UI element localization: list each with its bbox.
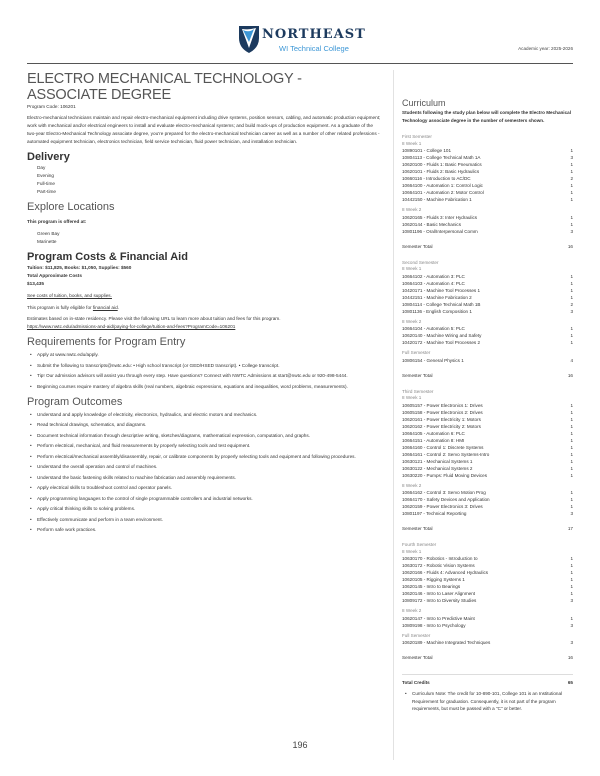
course-name: 10442151 - Machine Fabrication 2 xyxy=(402,294,472,300)
delivery-option: Day xyxy=(37,165,46,170)
block-label: 8 Week 1 xyxy=(402,548,422,554)
course-row xyxy=(402,562,573,569)
course-name: 10630220 - Pumps: Fluid Moving Devices xyxy=(402,472,488,478)
college-logo xyxy=(238,24,368,58)
course-name: 10420172 - Machine Tool Processes 2 xyxy=(402,340,481,345)
semester-total: 17 xyxy=(567,526,573,531)
column-divider xyxy=(393,70,394,760)
semester-section xyxy=(402,389,573,533)
course-credits: 1 xyxy=(570,273,573,279)
course-block xyxy=(402,549,573,605)
semester-total-label: Semester Total xyxy=(402,655,433,660)
financial-aid-text xyxy=(27,304,382,312)
course-row xyxy=(402,583,573,590)
course-credits: 1 xyxy=(570,402,573,408)
semester-total: 16 xyxy=(567,243,573,249)
cost-breakdown: Tuition: $11,825, Books: $1,050, Supplies: $560 xyxy=(27,265,132,270)
page-number: 196 xyxy=(292,740,308,750)
course-row xyxy=(402,339,573,346)
semester-name: Second Semester xyxy=(402,259,439,265)
course-block xyxy=(402,483,573,518)
total-credits-label: Total Credits xyxy=(402,680,430,685)
semester-name: Fourth Semester xyxy=(402,542,437,547)
block-label: 8 Week 2 xyxy=(402,207,422,212)
total-cost-label: Total Approximate Costs xyxy=(27,273,82,278)
course-name: 10664105 - Automation 6: PLC xyxy=(402,430,465,436)
block-label: Full Semester xyxy=(402,632,431,638)
block-label: 8 Week 1 xyxy=(402,395,422,400)
course-credits: 3 xyxy=(570,640,573,645)
delivery-option: Full-time xyxy=(37,181,55,186)
semester-section xyxy=(402,134,573,250)
course-row xyxy=(402,161,573,168)
semester-name: First Semester xyxy=(402,134,432,139)
course-row xyxy=(402,280,573,287)
course-row xyxy=(402,168,573,175)
course-row xyxy=(402,147,573,154)
semester-section xyxy=(402,542,573,661)
page-title: ELECTRO MECHANICAL TECHNOLOGY - ASSOCIATE DEGREE xyxy=(27,71,302,103)
course-name: 10809198 - Intro to Psychology xyxy=(402,622,466,628)
block-label: 8 Week 2 xyxy=(402,318,422,324)
location-item: Marinette xyxy=(37,239,57,244)
outcome-item: • Understand the overall operation and control of machines. xyxy=(37,463,382,471)
requirement-item: • Apply at www.nwtc.edu/apply. xyxy=(37,351,382,359)
course-name: 10664102 - Automation 3: PLC xyxy=(402,273,465,279)
delivery-heading: Delivery xyxy=(27,151,70,163)
course-name: 10804114 - College Technical Math 1B xyxy=(402,301,481,307)
costs-heading: Program Costs & Financial Aid xyxy=(27,251,188,263)
block-label: 8 Week 2 xyxy=(402,608,422,613)
program-details xyxy=(27,70,382,537)
course-name: 10442150 - Machine Fabrication 1 xyxy=(402,197,472,202)
academic-year: Academic year: 2025-2026 xyxy=(518,46,573,51)
course-credits: 1 xyxy=(570,409,573,415)
course-name: 10620161 - Power Electricity 1: Motors xyxy=(402,416,481,422)
course-row xyxy=(402,555,573,562)
course-row xyxy=(402,639,573,646)
course-credits: 1 xyxy=(570,197,573,202)
course-name: 10890101 - College 101 xyxy=(402,148,452,153)
semester-total-row xyxy=(402,654,573,661)
course-block xyxy=(402,319,573,347)
curriculum-note-list xyxy=(402,690,573,713)
course-name: 10664103 - Automation 4: PLC xyxy=(402,280,465,286)
course-credits: 1 xyxy=(570,416,573,422)
financial-aid-link[interactable]: financial aid xyxy=(92,305,118,310)
logo-name: NORTHEAST xyxy=(262,27,366,42)
course-credits: 1 xyxy=(570,437,573,443)
course-credits: 1 xyxy=(570,504,573,509)
course-row xyxy=(402,569,573,576)
course-name: 10620100 - Fluids 1: Basic Pneumatics xyxy=(402,162,482,167)
course-block xyxy=(402,350,573,364)
course-credits: 1 xyxy=(570,591,573,596)
course-credits: 3 xyxy=(570,308,573,314)
course-name: 10630172 - Robotic Vision Systems xyxy=(402,563,475,568)
course-name: 10620145 - Intro to Bearings xyxy=(402,584,461,589)
course-credits: 2 xyxy=(570,176,573,181)
outcome-item: • Effectively communicate and perform in a team environment. xyxy=(37,516,382,524)
header-divider xyxy=(27,63,573,64)
course-credits: 1 xyxy=(570,333,573,338)
tuition-url-link[interactable]: https://www.nwtc.edu/admissions-and-aid/paying-for-college/tuition-and-fees?ProgramCode=106201 xyxy=(27,324,236,329)
semester-total: 16 xyxy=(567,372,573,378)
course-row xyxy=(402,416,573,423)
logo-subtitle: WI Technical College xyxy=(279,44,349,53)
course-credits: 1 xyxy=(570,148,573,153)
course-block xyxy=(402,395,573,479)
course-credits: 1 xyxy=(570,570,573,575)
course-row xyxy=(402,510,573,517)
locations-heading: Explore Locations xyxy=(27,201,115,213)
outcome-item: • Understand the basic fastening skills related to machine fabrication and assembly requirements. xyxy=(37,474,382,482)
outcome-item: • Document technical information through descriptive writing, sketches/diagrams, mathematical expression, computation, and graphs. xyxy=(37,432,382,440)
course-row xyxy=(402,175,573,182)
delivery-option: Evening xyxy=(37,173,54,178)
course-row xyxy=(402,503,573,510)
delivery-list xyxy=(27,164,382,196)
semester-total-row xyxy=(402,243,573,250)
course-credits: 1 xyxy=(570,577,573,582)
course-credits: 1 xyxy=(570,340,573,345)
course-credits: 1 xyxy=(570,423,573,429)
course-credits: 1 xyxy=(570,221,573,227)
curriculum-intro: Students following the study plan below will complete the Electro Mechanical Technology associate degree in the number of semesters shown. xyxy=(402,110,571,123)
course-row xyxy=(402,423,573,430)
requirement-item: • Beginning courses require mastery of algebra skills (real numbers, algebraic expressions, equations and inequalities, word problems, measurements). xyxy=(37,383,382,391)
shield-logo-icon xyxy=(238,24,260,54)
total-credits-row xyxy=(402,674,573,686)
requirement-item: • Submit the following to transcripts@nwtc.edu: • High school transcript (or GED/HSED transcript). • College transcript. xyxy=(37,362,382,370)
course-row xyxy=(402,458,573,465)
curriculum-heading: Curriculum xyxy=(402,98,446,108)
course-credits: 1 xyxy=(570,162,573,167)
locations-intro: This program is offered at: xyxy=(27,219,87,224)
course-name: 10620166 - Fluids 4: Advanced Hydraulics xyxy=(402,570,489,575)
course-row xyxy=(402,489,573,496)
course-row xyxy=(402,437,573,444)
semesters xyxy=(402,134,573,661)
course-name: 10664161 - Control 2: Servo Systems-Intro xyxy=(402,451,490,457)
course-name: 10664151 - Automation 8: HMI xyxy=(402,437,465,443)
course-name: 10630122 - Mechanical Systems 2 xyxy=(402,465,473,471)
course-name: 10620189 - Machine Integrated Techniques xyxy=(402,640,491,645)
course-credits: 1 xyxy=(570,458,573,464)
course-name: 10801196 - Oral/Interpersonal Comm xyxy=(402,228,478,234)
course-credits: 1 xyxy=(570,563,573,568)
course-name: 10804113 - College Technical Math 1A xyxy=(402,155,481,160)
block-label: 8 Week 2 xyxy=(402,482,422,488)
course-row xyxy=(402,357,573,364)
course-name: 10605157 - Power Electronics 1: Drives xyxy=(402,402,483,408)
block-label: Full Semester xyxy=(402,350,431,355)
course-credits: 2 xyxy=(570,301,573,307)
course-credits: 1 xyxy=(570,190,573,195)
course-credits: 1 xyxy=(570,615,573,621)
course-row xyxy=(402,294,573,301)
course-credits: 1 xyxy=(570,465,573,471)
semester-total-label: Semester Total xyxy=(402,243,433,249)
course-row xyxy=(402,182,573,189)
course-row xyxy=(402,451,573,458)
course-row xyxy=(402,576,573,583)
course-block xyxy=(402,207,573,235)
course-row xyxy=(402,221,573,228)
course-credits: 1 xyxy=(570,584,573,589)
outcome-item: • Apply programming languages to the control of single programmable controllers and industrial networks. xyxy=(37,495,382,503)
course-row xyxy=(402,430,573,437)
course-row xyxy=(402,622,573,629)
course-name: 10664100 - Automation 1: Control Logic xyxy=(402,183,483,188)
program-description: Electro-mechanical technicians maintain and repair electro-mechanical equipment including drive systems, position sensors, cabling, and automatic production equipment; work with mechanical and/or electrical engineers to install and evaluate electro-mechanical systems; and build mock-ups of production equipment. As a graduate of the two-year Electro-Mechanical Technology associate degree, you're prepared for the electro-mechanical technician career as well as a number of other related professions - automated equipment technician, electronics technician, field service technician, fluid power technician, and installation technician. xyxy=(27,115,381,144)
curriculum-note: • Curriculum Note: The credit for 10-890-101, College 101 is an Institutional Requirement for graduation. Consequently, it is not part of the program requirements, but must be passed with a "C" or better. xyxy=(412,690,573,713)
course-credits: 1 xyxy=(570,183,573,188)
course-name: 10620165 - Fluids 3: Inter Hydraulics xyxy=(402,214,478,220)
course-name: 10420171 - Machine Tool Processes 1 xyxy=(402,287,481,293)
requirement-item: • Tip! Our admission advisors will assist you through every step. Have questions? Connect with NWTC Admissions at start@nwtc.edu or 920-498-5444. xyxy=(37,372,382,380)
course-name: 10664101 - Automation 2: Motor Control xyxy=(402,190,484,195)
course-name: 10605158 - Power Electronics 2: Drives xyxy=(402,409,483,415)
course-name: 10809172 - Intro to Diversity Studies xyxy=(402,598,477,603)
course-name: 10660116 - Introduction to AC/DC xyxy=(402,176,471,181)
program-code: Program Code: 106201 xyxy=(27,104,76,109)
course-credits: 1 xyxy=(570,497,573,502)
semester-name: Third Semester xyxy=(402,388,434,394)
course-credits: 1 xyxy=(570,280,573,286)
curriculum xyxy=(402,98,573,715)
course-credits: 3 xyxy=(570,598,573,603)
requirements-heading: Requirements for Program Entry xyxy=(27,336,186,348)
course-row xyxy=(402,472,573,479)
course-name: 10801197 - Technical Reporting xyxy=(402,511,467,516)
course-name: 10620101 - Fluids 2: Basic Hydraulics xyxy=(402,169,480,174)
course-credits: 1 xyxy=(570,556,573,561)
course-credits: 1 xyxy=(570,214,573,220)
course-credits: 3 xyxy=(570,228,573,234)
total-credits: 65 xyxy=(567,680,573,685)
eligible-text: This program is fully eligible for xyxy=(27,305,93,310)
course-credits: 4 xyxy=(570,357,573,363)
course-row xyxy=(402,189,573,196)
course-row xyxy=(402,402,573,409)
course-credits: 3 xyxy=(570,511,573,516)
course-credits: 1 xyxy=(570,326,573,331)
semester-total-label: Semester Total xyxy=(402,526,433,531)
course-credits: 1 xyxy=(570,472,573,478)
course-row xyxy=(402,325,573,332)
course-credits: 1 xyxy=(570,287,573,293)
course-name: 10620140 - Machine Wiring and Safety xyxy=(402,333,482,338)
course-name: 10620162 - Power Electricity 2: Motors xyxy=(402,423,481,429)
course-row xyxy=(402,196,573,203)
course-credits: 1 xyxy=(570,169,573,174)
semester-total-row xyxy=(402,525,573,532)
location-item: Green Bay xyxy=(37,231,60,236)
course-block xyxy=(402,141,573,204)
outcome-item: • Read technical drawings, schematics, and diagrams. xyxy=(37,421,382,429)
outcomes-list xyxy=(27,411,382,535)
course-row xyxy=(402,597,573,604)
course-row xyxy=(402,301,573,308)
course-credits: 1 xyxy=(570,294,573,300)
course-credits: 1 xyxy=(570,490,573,495)
locations-list xyxy=(27,230,382,246)
outcomes-heading: Program Outcomes xyxy=(27,395,123,408)
semester-section xyxy=(402,260,573,379)
outcome-item: • Perform electrical, mechanical, and fluid measurements by properly selecting tools and test equipment. xyxy=(37,442,382,450)
block-label: 8 Week 1 xyxy=(402,140,422,146)
course-name: 10630170 - Robotics - Introduction to xyxy=(402,556,478,561)
course-row xyxy=(402,444,573,451)
course-block xyxy=(402,266,573,315)
course-credits: 1 xyxy=(570,444,573,450)
outcome-item: • Understand and apply knowledge of electricity, electronics, hydraulics, and electric motors and mechanics. xyxy=(37,411,382,419)
course-row xyxy=(402,287,573,294)
course-name: 10620159 - Power Electronics 3: Drives xyxy=(402,504,483,509)
course-name: 10620146 - Intro to Laser Alignment xyxy=(402,591,476,596)
course-row xyxy=(402,214,573,221)
course-row xyxy=(402,465,573,472)
course-name: 10620105 - Rigging Systems 1 xyxy=(402,577,465,582)
semester-total: 16 xyxy=(567,655,573,660)
course-name: 10630121 - Mechanical Systems 1 xyxy=(402,458,473,464)
course-name: 10620144 - Basic Mechanics xyxy=(402,221,461,227)
course-name: 10664104 - Automation 5: PLC xyxy=(402,326,465,331)
total-cost: $13,435 xyxy=(27,281,44,286)
course-row xyxy=(402,154,573,161)
delivery-option: Part-time xyxy=(37,189,57,194)
course-name: 10664160 - Control 1: Discrete Systems xyxy=(402,444,484,450)
eligible-end: . xyxy=(117,305,119,310)
course-credits: 3 xyxy=(570,155,573,160)
requirements-list xyxy=(27,351,382,391)
outcome-item: • Apply critical thinking skills to solving problems. xyxy=(37,505,382,513)
course-credits: 1 xyxy=(570,451,573,457)
outcome-item: • Perform electrical/mechanical assembly/disassembly, repair, or calibrate components by properly selecting tools and equipment and following procedures. xyxy=(37,453,382,461)
course-row xyxy=(402,496,573,503)
semester-total-row xyxy=(402,372,573,379)
course-credits: 1 xyxy=(570,430,573,436)
course-row xyxy=(402,273,573,280)
outcome-item: • Perform safe work practices. xyxy=(37,526,382,534)
course-block xyxy=(402,633,573,647)
course-row xyxy=(402,409,573,416)
course-row xyxy=(402,590,573,597)
semester-total-label: Semester Total xyxy=(402,372,433,378)
outcome-item: • Apply electrical skills to troubleshoot control and operator panels. xyxy=(37,484,382,492)
course-block xyxy=(402,608,573,629)
course-row xyxy=(402,228,573,235)
course-row xyxy=(402,332,573,339)
course-name: 10664170 - Safety Devices and Application xyxy=(402,497,490,502)
course-name: 10801136 - English Composition 1 xyxy=(402,308,472,314)
course-row xyxy=(402,308,573,315)
estimates-text: Estimates based on in-state residency. Please visit the following URL to learn more about tuition and fees for this program. xyxy=(27,316,281,321)
course-row xyxy=(402,615,573,622)
course-name: 10806154 - General Physics 1 xyxy=(402,357,464,363)
course-credits: 3 xyxy=(570,622,573,628)
block-label: 8 Week 1 xyxy=(402,266,422,271)
costs-link[interactable]: See costs of tuition, books, and supplies. xyxy=(27,293,112,298)
course-name: 10620147 - Intro to Predictive Maint xyxy=(402,615,475,621)
course-name: 10664162 - Control 3: Servo Motion Prog xyxy=(402,490,486,495)
